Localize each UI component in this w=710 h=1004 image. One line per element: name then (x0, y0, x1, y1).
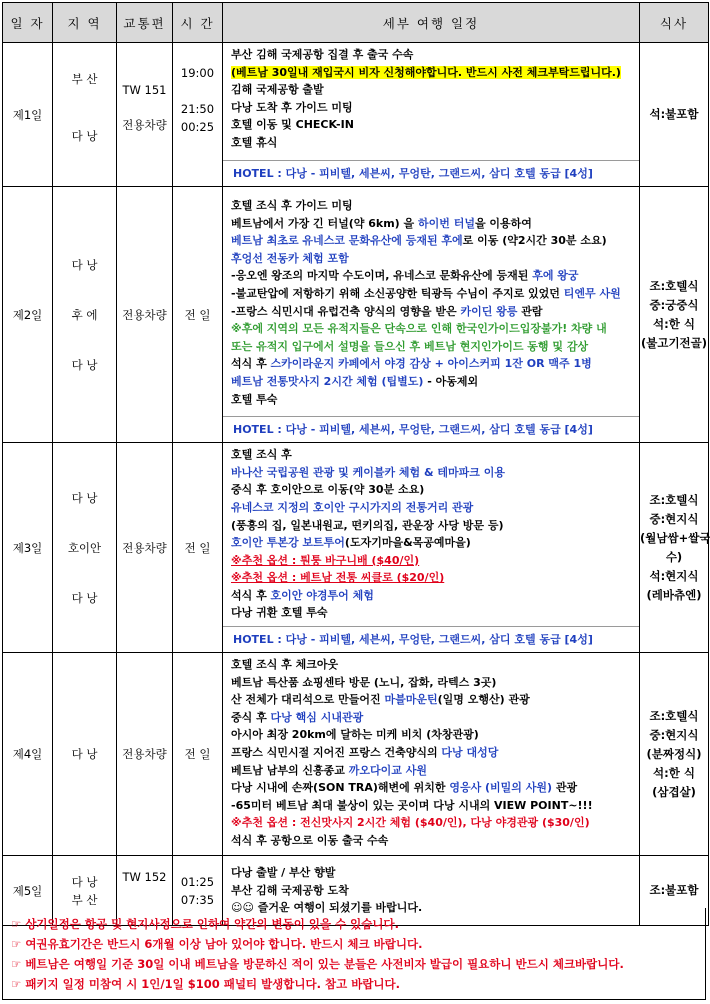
plan-text: 석식 후 (231, 357, 271, 371)
day-row-1 (3, 43, 709, 187)
plan-text: -프랑스 식민시대 유럽건축 양식의 영향을 받은 (231, 304, 461, 318)
time-cell (173, 43, 223, 187)
transport: 전용차량 (122, 118, 167, 132)
plan-line: 다낭 귀환 호텔 투숙 (231, 606, 328, 620)
meal: 석:불포함 (649, 107, 699, 121)
plan-text: - 아동제외 (423, 374, 479, 388)
plan-text: 을 이용하여 (474, 216, 532, 230)
plan-text: 관광 (552, 781, 578, 795)
meal-cell (640, 187, 709, 443)
note-item: ☞ 상기일정은 항공 및 현지사정으로 인하여 약간의 변동이 있을 수 있습니다. (11, 917, 399, 931)
region: 다 낭 (71, 490, 98, 505)
plan-line: 호텔 이동 및 CHECK-IN (231, 118, 354, 132)
region-cell (53, 443, 117, 653)
guide-notice: ※후에 지역의 모든 유적지들은 단속으로 인해 한국인가이드입장불가! 차량 내 (231, 322, 607, 336)
header-time: 시 간 (173, 3, 223, 43)
linh-ung-pagoda: 영응사 (비밀의 사원) (449, 781, 553, 795)
option-basket-boat: ※추천 옵션 : 퉌퉁 바구니배 ($40/인) (231, 553, 420, 567)
plan-text: (도자기마을&목공예마을) (344, 536, 471, 550)
plan-line: 호텔 조식 후 체크아웃 (231, 658, 339, 672)
meal: 석:한 식 (653, 765, 695, 780)
meal: 석:한 식 (653, 316, 695, 331)
plan-line: 부산 김해 국제공항 도착 (231, 883, 349, 897)
plan-cell (223, 187, 640, 443)
time: 01:25 (180, 874, 215, 889)
region: 다 낭 (71, 874, 98, 889)
region: 부 산 (71, 892, 98, 907)
transport-cell (117, 187, 173, 443)
meal: 중:현지식 (649, 511, 699, 526)
region: 후 에 (71, 307, 98, 322)
region: 다 낭 (71, 747, 98, 762)
meal: (삼겹살) (652, 784, 696, 799)
day-row-3 (3, 443, 709, 653)
hoi-an-old-town: 유네스코 지정의 호이안 구시가지의 전통거리 관광 (231, 500, 474, 514)
plan-text: -불교탄압에 저항하기 위해 소신공양한 틱광득 수님이 주지로 있었던 (231, 286, 564, 300)
time: 00:25 (180, 119, 215, 134)
region: 호이안 (67, 540, 102, 555)
plan-text: 중식 후 (231, 710, 271, 724)
meal: 석:현지식 (649, 568, 699, 583)
hotel-info: HOTEL : 다낭 - 피비텔, 세븐씨, 무엉탄, 그랜드씨, 삼디 호텔 동급 [4성] (223, 160, 639, 183)
meal-cell (640, 43, 709, 187)
plan-text: 베트남에서 가장 긴 터널(약 6km) 을 (231, 216, 418, 230)
plan-line: 부산 김해 국제공항 집결 후 출국 수속 (231, 48, 414, 61)
time: 07:35 (180, 892, 215, 907)
danang-city-tour: 다낭 핵심 시내관광 (270, 710, 364, 724)
plan-line: 다낭 출발 / 부산 향발 (231, 866, 336, 880)
transport: TW 152 (122, 870, 167, 885)
day-row-2 (3, 187, 709, 443)
transport-cell (117, 43, 173, 187)
region: 다 낭 (71, 357, 98, 372)
plan-text: 베트남 남부의 신흥종교 (231, 763, 349, 777)
plan-line: 중식 후 호이안으로 이동(약 30분 소요) (231, 483, 425, 497)
hai-van-tunnel: 하이번 터널 (417, 216, 475, 230)
plan-text: 로 이동 (약2시간 30분 소요) (462, 234, 607, 248)
plan-line: (풍흥의 집, 일본내원교, 떤키의집, 관운장 사당 방문 등) (231, 518, 504, 532)
hue-palace: 후에 왕궁 (532, 269, 579, 283)
day-text: 제2일 (12, 307, 43, 322)
cao-dai-temple: 까오다이교 사원 (348, 763, 427, 777)
plan-line: 호텔 투숙 (231, 392, 278, 406)
header-row (3, 3, 709, 43)
itinerary-table (2, 2, 709, 926)
notes-box (2, 908, 706, 1000)
meal-cell (640, 653, 709, 856)
option-massage-night: ※추천 옵션 : 전신맛사지 2시간 체험 ($40/인), 다낭 야경관광 ($30/인) (231, 816, 590, 830)
guide-notice: 또는 유적지 입구에서 설명을 들으신 후 베트남 현지인가이드 동행 및 감상 (231, 339, 589, 353)
day-text: 제1일 (12, 107, 43, 122)
plan-text: (일명 오행산) 관광 (437, 693, 530, 707)
header-day: 일 자 (3, 3, 53, 43)
meal: (불고기전골) (640, 335, 708, 350)
time-cell (173, 653, 223, 856)
header-plan: 세부 여행 일정 (223, 3, 640, 43)
time: 전 일 (184, 307, 211, 322)
sky-lounge: 스카이라운지 카페에서 야경 감상 + 아이스커피 1잔 OR 맥주 1병 (270, 357, 592, 371)
meal: (월남쌈+쌀국 (640, 530, 710, 545)
plan-cell (223, 653, 640, 856)
header-transport: 교통편 (117, 3, 173, 43)
meal: 중:현지식 (649, 727, 699, 742)
header-meal: 식사 (640, 3, 709, 43)
danang-cathedral: 다낭 대성당 (441, 746, 499, 760)
hoi-an-night-tour: 호이안 야경투어 체험 (270, 588, 374, 602)
plan-line: 다낭 도착 후 가이드 미팅 (231, 100, 353, 114)
visa-warning: (베트남 30일내 재입국시 비자 신청해야합니다. 반드시 사전 체크부탁드립니다.) (231, 65, 621, 79)
time: 전 일 (184, 747, 211, 762)
header-region: 지 역 (53, 3, 117, 43)
option-cyclo: ※추천 옵션 : 베트남 전통 씨클로 ($20/인) (231, 571, 445, 585)
day-text: 제4일 (12, 747, 43, 762)
plan-line: -65미터 베트남 최대 불상이 있는 곳이며 다낭 시내의 VIEW POINT~!!! (231, 798, 593, 812)
plan-text: 프랑스 식민시절 지어진 프랑스 건축양식의 (231, 746, 442, 760)
day-label (3, 443, 53, 653)
massage: 베트남 전통맛사지 2시간 체험 (팁별도) (231, 374, 424, 388)
day-row-4 (3, 653, 709, 856)
plan-line: 베트남 특산품 쇼핑센타 방문 (노니, 잡화, 라텍스 3곳) (231, 675, 497, 689)
region: 다 낭 (71, 257, 98, 272)
day-label (3, 43, 53, 187)
khai-dinh-tomb: 카이딘 왕릉 (460, 304, 518, 318)
meal: 수) (665, 549, 683, 564)
meal: 조:호텔식 (649, 278, 699, 293)
transport-cell (117, 653, 173, 856)
region: 다 낭 (71, 129, 98, 144)
marble-mountain: 마블마운틴 (384, 693, 438, 707)
hotel-info: HOTEL : 다낭 - 피비텔, 세븐씨, 무엉탄, 그랜드씨, 삼디 호텔 동급 [4성] (223, 416, 639, 439)
transport-cell (117, 443, 173, 653)
time-cell (173, 187, 223, 443)
transport: 전용차량 (122, 540, 167, 555)
meal: 조:불포함 (649, 883, 699, 898)
note-item: ☞ 패키지 일정 미참여 시 1인/1일 $100 패널티 발생합니다. 참고 바랍니다. (11, 977, 401, 991)
region-cell (53, 187, 117, 443)
day-label (3, 653, 53, 856)
time: 전 일 (184, 540, 211, 555)
plan-text: 산 전체가 대리석으로 만들어진 (231, 693, 385, 707)
day-label (3, 187, 53, 443)
region: 다 낭 (71, 590, 98, 605)
transport: TW 151 (122, 83, 167, 97)
note-item: ☞ 여권유효기간은 반드시 6개월 이상 남아 있어야 합니다. 반드시 체크 바랍니다. (11, 937, 423, 951)
meal-cell (640, 443, 709, 653)
hue-unesco: 베트남 최초로 유네스코 문화유산에 등재된 후에 (231, 234, 463, 248)
meal: (분짜정식) (646, 746, 702, 761)
transport: 전용차량 (122, 307, 167, 322)
note-item: ☞ 베트남은 여행일 기준 30일 이내 베트남을 방문하신 적이 있는 분들은 사전비자 발급이 필요하니 반드시 체크바랍니다. (11, 957, 624, 971)
plan-text: -응오엔 왕조의 마지막 수도이며, 유네스코 문화유산에 등재된 (231, 269, 533, 283)
hotel-info: HOTEL : 다낭 - 피비텔, 세븐씨, 무엉탄, 그랜드씨, 삼디 호텔 동급 [4성] (223, 626, 639, 649)
day-text: 제5일 (12, 883, 43, 898)
thu-bon-boat-tour: 호이안 투본강 보트투어 (231, 536, 345, 550)
meal: 중:궁중식 (649, 297, 699, 312)
transport: 전용차량 (122, 747, 167, 762)
region-cell (53, 43, 117, 187)
time-cell (173, 443, 223, 653)
plan-line: 석식 후 공항으로 이동 출국 수속 (231, 834, 389, 847)
bana-hills: 바나산 국립공원 관광 및 케이블카 체험 & 테마파크 이용 (231, 465, 505, 479)
time: 21:50 (180, 101, 215, 116)
region: 부 산 (71, 71, 98, 86)
meal: 조:호텔식 (649, 492, 699, 507)
plan-text: 다낭 시내에 손짜(SON TRA)해변에 위치한 (231, 781, 450, 795)
plan-line: 호텔 조식 후 (231, 448, 292, 462)
day-text: 제3일 (12, 540, 43, 555)
meal: 조:호텔식 (649, 708, 699, 723)
plan-line: 호텔 휴식 (231, 135, 278, 149)
time: 19:00 (180, 65, 215, 80)
plan-cell (223, 443, 640, 653)
plan-text: 관람 (517, 304, 543, 318)
thien-mu-pagoda: 티엔무 사원 (563, 286, 621, 300)
plan-line: 아시아 최장 20km에 달하는 미케 비치 (차창관광) (231, 728, 479, 742)
plan-text: 석식 후 (231, 588, 271, 602)
plan-line: 호텔 조식 후 가이드 미팅 (231, 199, 353, 212)
plan-line: 후엉선 전동카 체험 포함 (231, 251, 349, 265)
region-cell (53, 653, 117, 856)
plan-line: ☺☺ 즐거운 여행이 되셨기를 바랍니다. (231, 901, 423, 915)
meal: (레바츄엔) (646, 587, 702, 602)
plan-cell (223, 43, 640, 187)
plan-line: 김해 국제공항 출발 (231, 83, 324, 97)
